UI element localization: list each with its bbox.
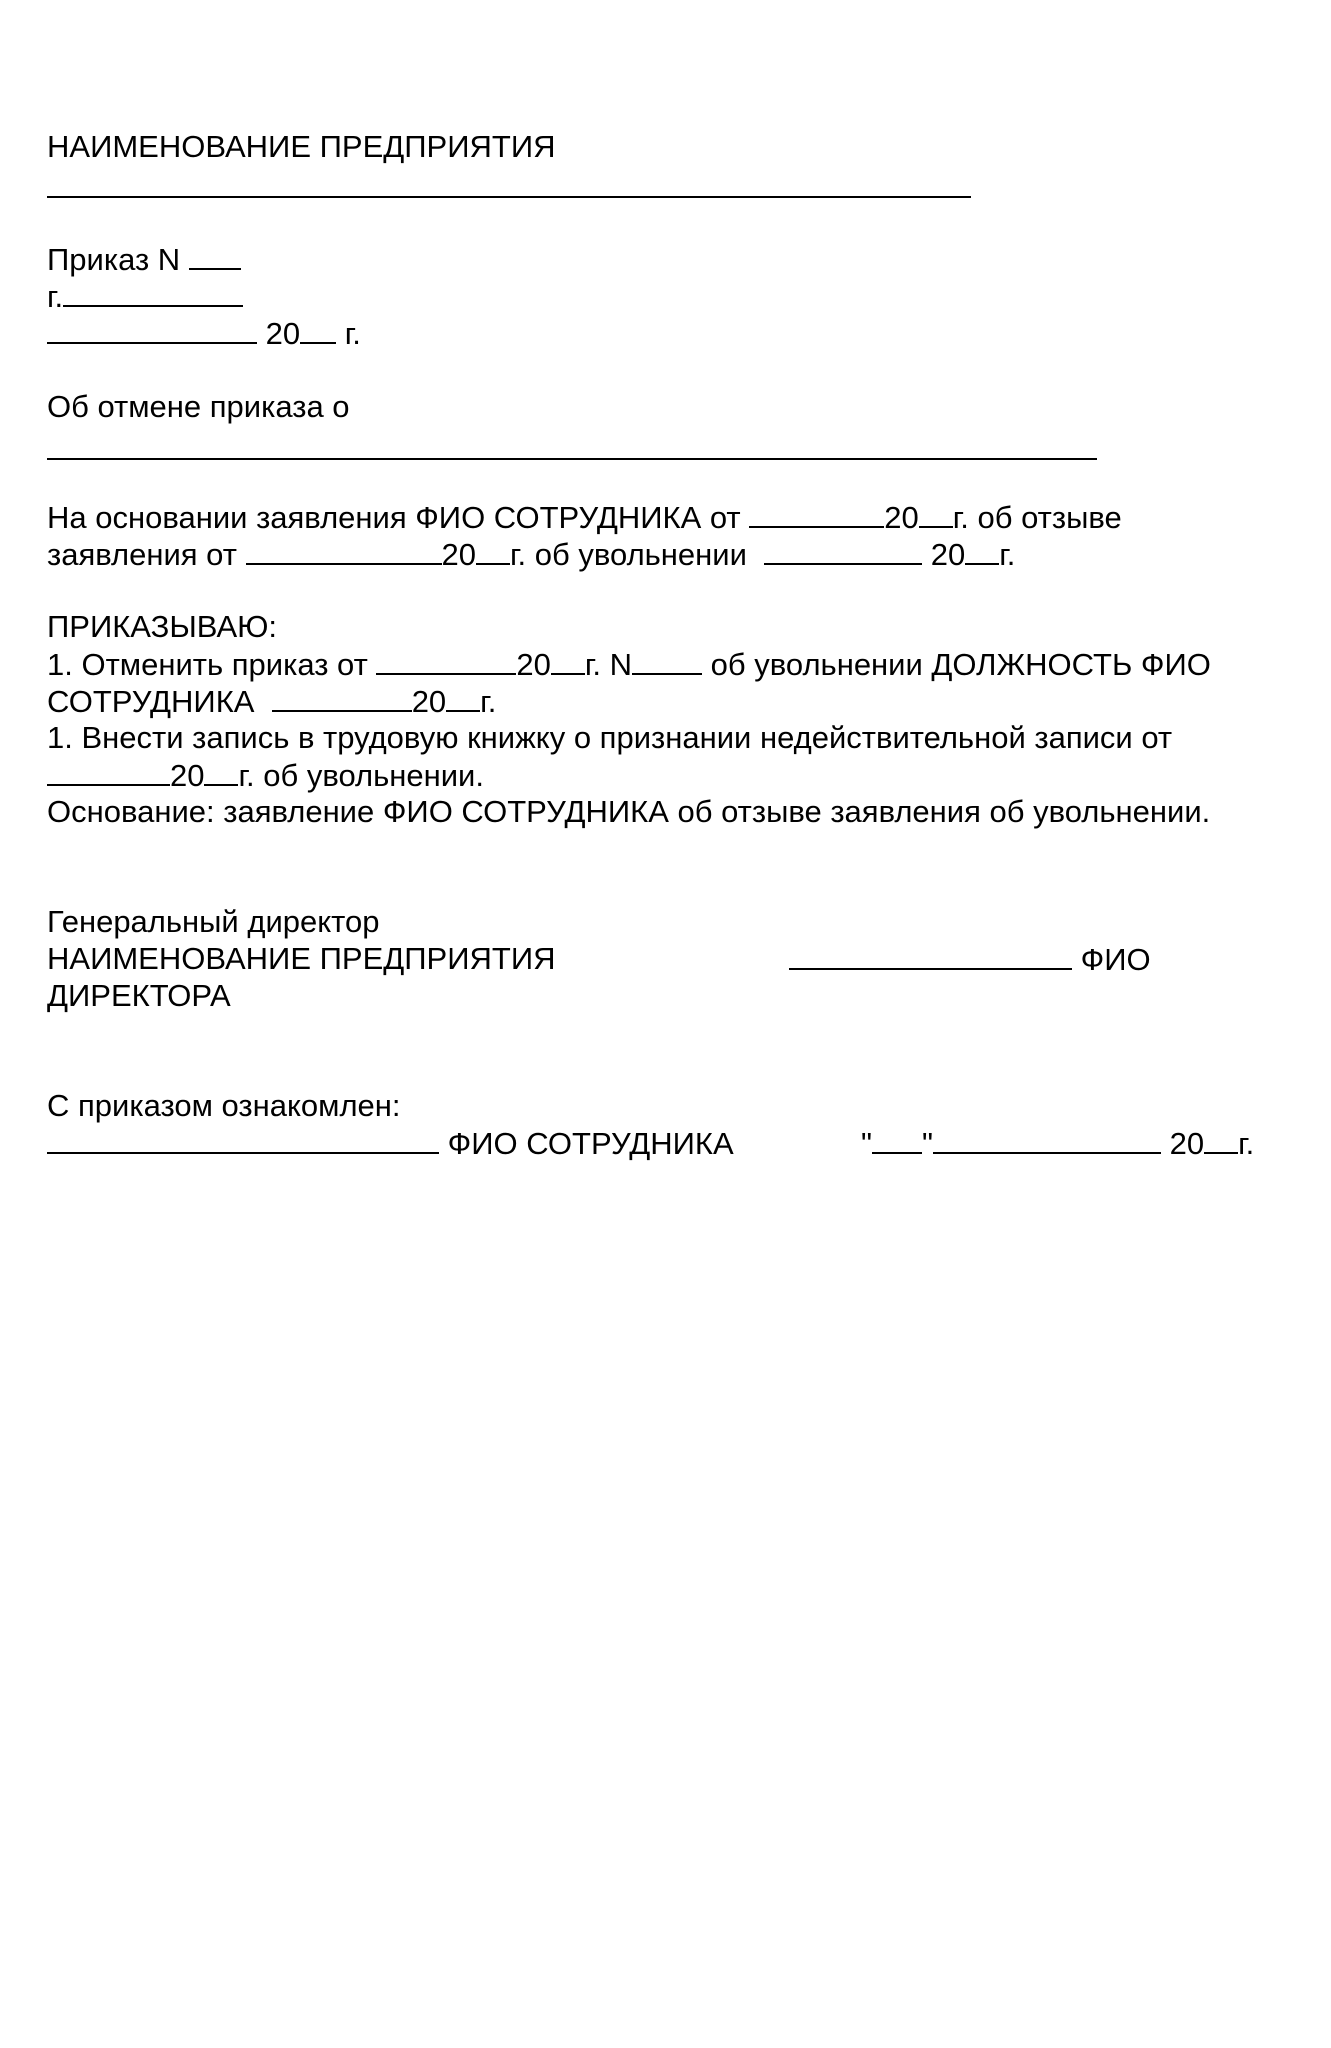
order-item-2-line-2 [47, 756, 484, 794]
item1-year-blank-2 [446, 682, 480, 712]
ack-year-blank [1204, 1124, 1238, 1154]
item1-text-e: СОТРУДНИКА [47, 684, 255, 719]
basis-text-3: заявления от [47, 537, 237, 572]
acknowledge-date [861, 1124, 1254, 1162]
basis-date-blank-2 [246, 535, 442, 565]
order-city-blank [63, 277, 243, 307]
basis-text-1: На основании заявления ФИО СОТРУДНИКА от [47, 500, 741, 535]
order-basis-line: Основание: заявление ФИО СОТРУДНИКА об отзыве заявления об увольнении. [47, 794, 1211, 829]
subject-line: Об отмене приказа о [47, 389, 350, 424]
acknowledge-signature-blank [47, 1124, 439, 1154]
item1-number-blank [632, 645, 702, 675]
basis-year-blank-2 [476, 535, 510, 565]
order-item-1-line-1 [47, 645, 1211, 683]
ack-quote-close: " [922, 1126, 934, 1161]
order-number-line [47, 240, 241, 278]
signature-director: ДИРЕКТОРА [47, 978, 231, 1013]
ack-quote-open: " [861, 1126, 873, 1161]
basis-text-5: г. [999, 537, 1016, 572]
subject-underline [47, 458, 1097, 460]
order-city-label: г. [47, 279, 64, 314]
order-year-suffix: г. [344, 316, 361, 351]
order-year: 20 [265, 316, 301, 351]
item1-text-g: г. [480, 684, 497, 719]
basis-line-1 [47, 498, 1122, 536]
basis-year-3: 20 [930, 537, 966, 572]
signature-fio-line [789, 940, 1151, 978]
signature-fio: ФИО [1080, 942, 1151, 977]
basis-date-blank-1 [749, 498, 884, 528]
order-item-1-line-2 [47, 682, 496, 720]
item2-text-c: г. об увольнении. [238, 758, 484, 793]
order-number-blank [189, 240, 241, 270]
item1-text-c: г. N [584, 647, 633, 682]
basis-year-blank-3 [965, 535, 999, 565]
item2-year: 20 [170, 758, 205, 793]
ack-year: 20 [1169, 1126, 1205, 1161]
company-name-header: НАИМЕНОВАНИЕ ПРЕДПРИЯТИЯ [47, 129, 556, 164]
signature-company: НАИМЕНОВАНИЕ ПРЕДПРИЯТИЯ [47, 941, 556, 976]
acknowledge-employee: ФИО СОТРУДНИКА [447, 1126, 734, 1161]
item1-date-blank-2 [272, 682, 412, 712]
item1-year-2: 20 [411, 684, 447, 719]
item1-year-blank [551, 645, 585, 675]
basis-date-blank-3 [764, 535, 922, 565]
ack-month-blank [933, 1124, 1161, 1154]
order-item-2-line-1: 1. Внести запись в трудовую книжку о признании недействительной записи от [47, 720, 1173, 755]
item2-date-blank [47, 756, 170, 786]
item1-text-d: об увольнении ДОЛЖНОСТЬ ФИО [710, 647, 1211, 682]
order-year-blank [300, 314, 336, 344]
signature-blank [789, 940, 1072, 970]
basis-text-2: г. об отзыве [952, 500, 1122, 535]
acknowledge-line [47, 1124, 734, 1162]
order-number-label: Приказ N [47, 242, 181, 277]
header-underline [47, 196, 971, 198]
item1-year: 20 [516, 647, 551, 682]
order-date-blank [47, 314, 257, 344]
signature-title: Генеральный директор [47, 904, 380, 939]
ack-day-blank [872, 1124, 922, 1154]
ack-year-suffix: г. [1238, 1126, 1255, 1161]
acknowledge-label: С приказом ознакомлен: [47, 1088, 401, 1123]
item1-date-blank [376, 645, 516, 675]
order-city-line [47, 277, 243, 315]
basis-year-blank-1 [919, 498, 953, 528]
order-heading: ПРИКАЗЫВАЮ: [47, 609, 278, 644]
basis-line-2 [47, 535, 1015, 573]
basis-text-4: г. об увольнении [510, 537, 747, 572]
basis-year-1: 20 [884, 500, 919, 535]
order-date-line [47, 314, 361, 352]
item1-text-a: 1. Отменить приказ от [47, 647, 368, 682]
basis-year-2: 20 [441, 537, 477, 572]
item2-year-blank [204, 756, 238, 786]
